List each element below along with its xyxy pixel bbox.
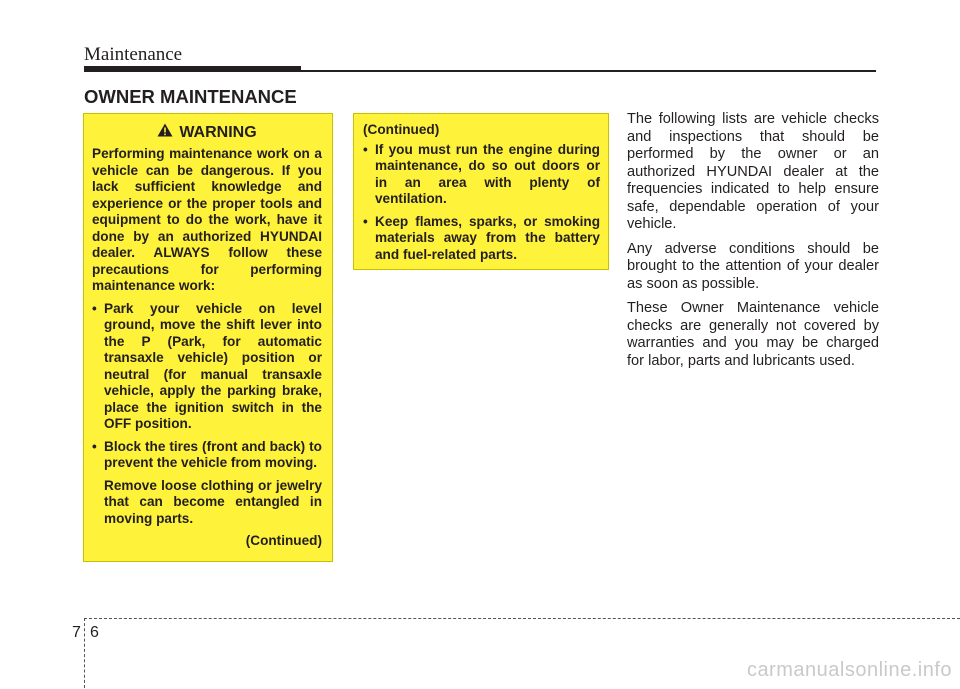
footer-vertical-rule (84, 618, 85, 688)
bullet-text: Keep flames, sparks, or smoking materials away from the battery and fuel-related parts. (375, 213, 600, 262)
header-rule-thin (301, 70, 876, 72)
bullet-text: Block the tires (front and back) to prevent the vehicle from moving. (104, 438, 322, 470)
warning-heading (92, 123, 322, 142)
chapter-title: Maintenance (84, 44, 183, 65)
chapter-number: 7 (72, 624, 81, 641)
bullet-icon: • (92, 300, 97, 316)
bullet-text: If you must run the engine during maintenance, do so out doors or in an area with plenty of ventilation. (375, 141, 600, 206)
warning-box (83, 113, 333, 562)
warning-intro: Performing maintenance work on a vehicle can be dangerous. If you lack sufficient knowledge and experience or the proper tools and equipment to do the work, have it done by an authorized HYUNDAI dealer. ALWAYS follow these precautions for performing maintenance work: (92, 146, 322, 293)
bullet-icon: • (92, 438, 97, 454)
header-rule-thick (84, 66, 301, 72)
list-item (92, 301, 322, 433)
footer-horizontal-rule (84, 618, 960, 619)
continued-heading: (Continued) (363, 122, 440, 137)
bullet-icon: • (363, 141, 368, 157)
section-title: OWNER MAINTENANCE (84, 86, 297, 107)
bullet-icon: • (363, 213, 368, 229)
warning-extra: Remove loose clothing or jewelry that can become entangled in moving parts. (104, 477, 322, 526)
list-item (363, 142, 600, 208)
body-paragraph: The following lists are vehicle checks and inspections that should be performed by the owner or an authorized HYUNDAI dealer at the frequencies indicated to help ensure safe, dependable operation of your vehicle. (627, 111, 879, 232)
continued-note: (Continued) (245, 533, 322, 548)
warning-triangle-icon (157, 123, 173, 142)
watermark: carmanualsonline.info (746, 659, 952, 681)
body-text (627, 111, 879, 377)
bullet-text: Park your vehicle on level ground, move the shift lever into the P (Park, for automatic transaxle vehicle) position or neutral (for manual transaxle vehicle, apply the parking brake, place the ignition switch in the OFF position. (104, 300, 322, 431)
body-paragraph: These Owner Maintenance vehicle checks are generally not covered by warranties and you may be charged for labor, parts and lubricants used. (627, 300, 879, 369)
warning-box-continued (353, 113, 609, 270)
list-item (92, 439, 322, 472)
page-number: 6 (90, 624, 99, 641)
list-item (363, 214, 600, 264)
warning-heading-text: WARNING (179, 123, 257, 141)
body-paragraph: Any adverse conditions should be brought to the attention of your dealer as soon as possible. (627, 240, 879, 292)
